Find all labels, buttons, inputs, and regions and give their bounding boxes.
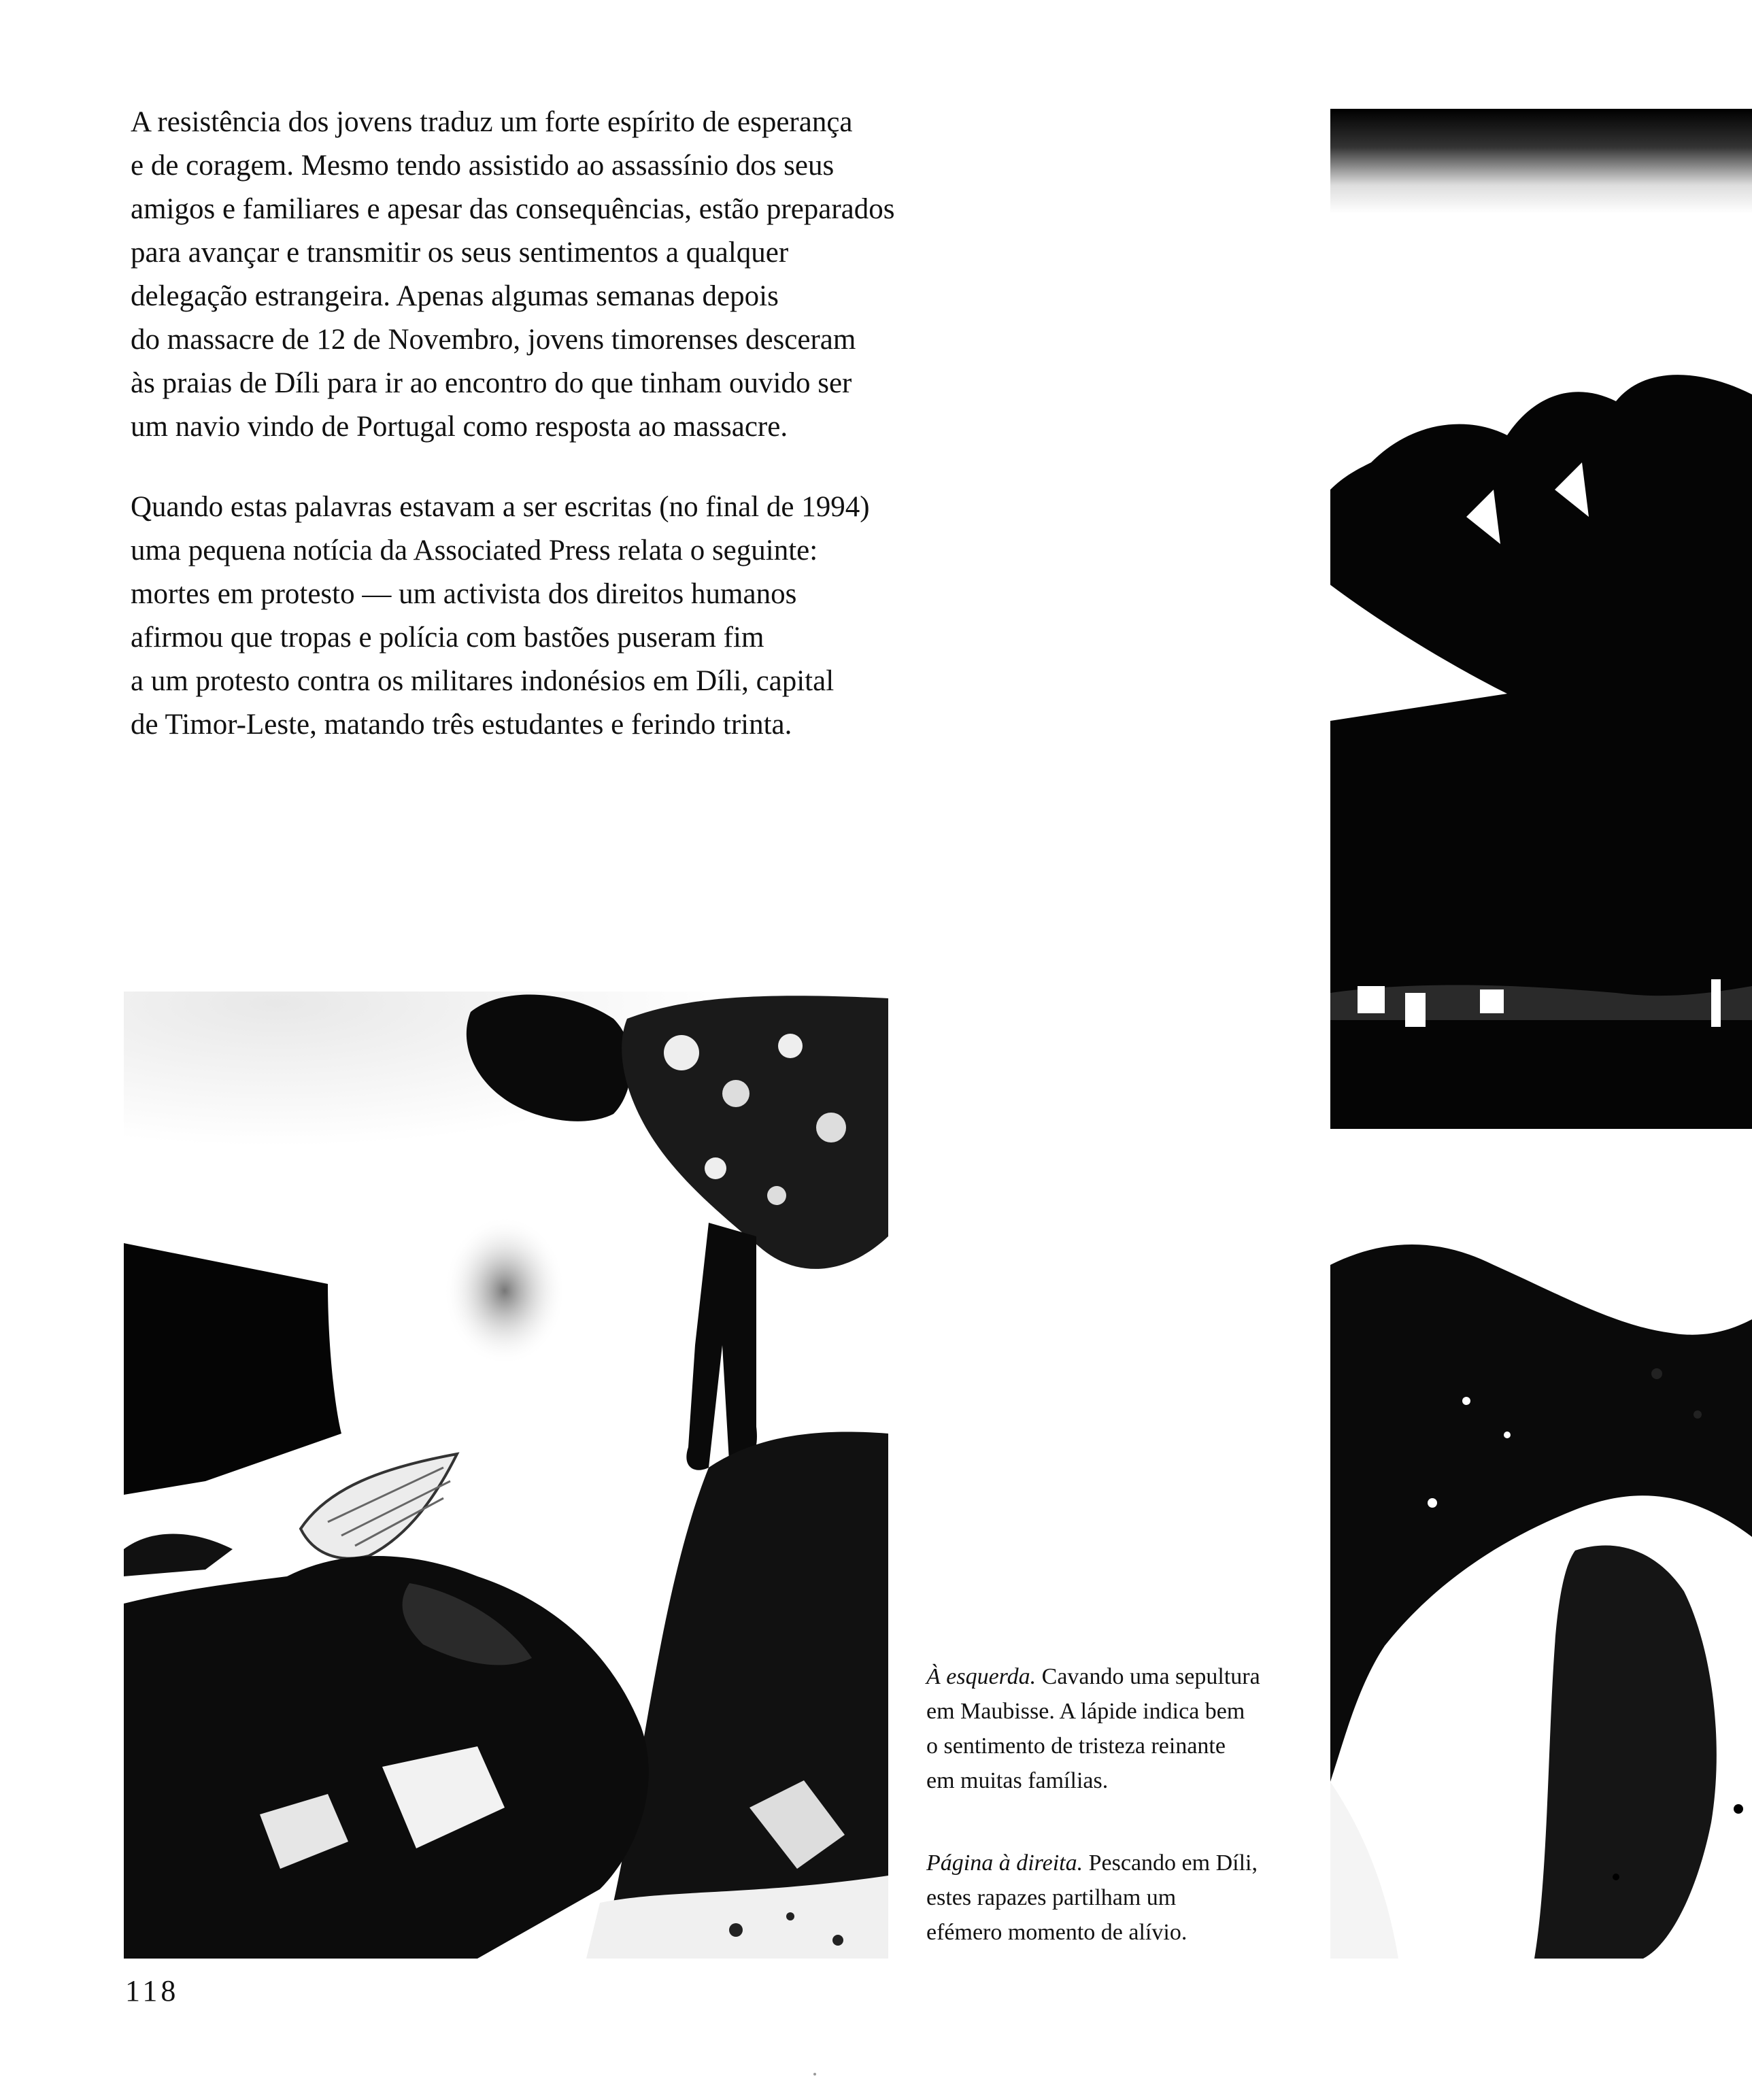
caption-line [926, 1846, 1280, 1880]
caption-lead: À esquerda. [926, 1664, 1037, 1689]
text-line: A resistência dos jovens traduz um forte espírito de esperança [131, 106, 853, 138]
text-line: Quando estas palavras estavam a ser escritas (no final de 1994) [131, 491, 870, 523]
caption-left-photo [926, 1659, 1280, 1798]
caption-line: o sentimento de tristeza reinante [926, 1733, 1226, 1759]
caption-line: estes rapazes partilham um [926, 1885, 1177, 1910]
text-line: e de coragem. Mesmo tendo assistido ao assassínio dos seus [131, 150, 835, 182]
text-line: afirmou que tropas e polícia com bastões puseram fim [131, 622, 764, 654]
print-speck [813, 2073, 816, 2076]
text-line: um navio vindo de Portugal como resposta ao massacre. [131, 411, 788, 443]
caption-lead: Página à direita. [926, 1850, 1083, 1876]
caption-line: em Maubisse. A lápide indica bem [926, 1699, 1245, 1724]
text-line: às praias de Díli para ir ao encontro do que tinham ouvido ser [131, 367, 852, 399]
caption-line: efémero momento de alívio. [926, 1920, 1187, 1945]
text-line: a um protesto contra os militares indonésios em Díli, capital [131, 665, 835, 697]
caption-right-photo [926, 1846, 1280, 1950]
text-line: amigos e familiares e apesar das consequências, estão preparados [131, 193, 895, 225]
photo-grave-digging [124, 992, 888, 1959]
caption-text: Pescando em Díli, [1083, 1850, 1258, 1876]
text-line: uma pequena notícia da Associated Press relata o seguinte: [131, 535, 818, 566]
caption-line: em muitas famílias. [926, 1768, 1109, 1793]
caption-line [926, 1659, 1280, 1694]
text-line: delegação estrangeira. Apenas algumas semanas depois [131, 280, 779, 312]
text-line: mortes em protesto — um activista dos direitos humanos [131, 578, 797, 610]
text-line: do massacre de 12 de Novembro, jovens timorenses desceram [131, 324, 856, 356]
text-line: para avançar e transmitir os seus sentimentos a qualquer [131, 237, 789, 269]
body-paragraph-1 [131, 101, 906, 449]
page-number: 118 [125, 1974, 180, 2008]
text-line: de Timor-Leste, matando três estudantes e ferindo trinta. [131, 709, 792, 741]
photo-fishing-dili [1330, 109, 1752, 1959]
caption-text: Cavando uma sepultura [1036, 1664, 1260, 1689]
body-paragraph-2 [131, 486, 906, 747]
